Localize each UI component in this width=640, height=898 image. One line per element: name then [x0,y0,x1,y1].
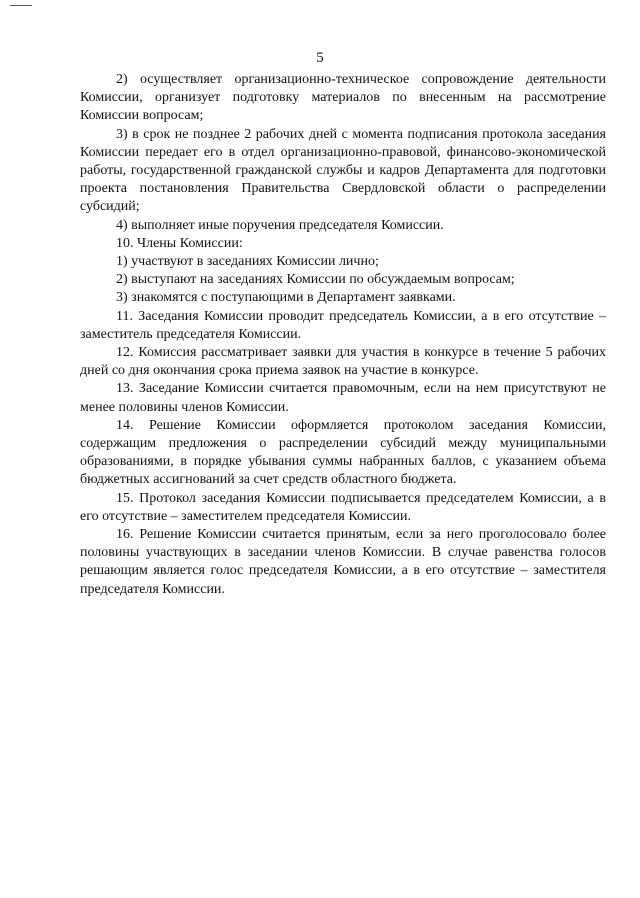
paragraph-section-16: 16. Решение Комиссии считается принятым, если за него проголосовало более половины участвующих в заседании членов Комиссии. В случае равенства голосов решающим является голос председателя Комиссии, а в его отсутствие – заместителя председателя Комиссии. [80,527,606,597]
paragraph-secretary-duty-4: 4) выполняет иные поручения председателя Комиссии. [116,217,444,233]
paragraph-member-duty-1: 1) участвуют в заседаниях Комиссии лично; [116,254,379,270]
paragraph-section-14: 14. Решение Комиссии оформляется протоколом заседания Комиссии, содержащим предложения о распределении субсидий между муниципальными образованиями, в порядке убывания суммы набранных баллов, с указанием объема бюджетных ассигнований за счет средств областного бюджета. [80,417,606,488]
paragraph-section-12: 12. Комиссия рассматривает заявки для участия в конкурсе в течение 5 рабочих дней со дня окончания срока приема заявок на участие в конкурсе. [80,345,606,379]
page-number: 5 [316,50,324,66]
document-body [80,71,606,599]
paragraph-section-15: 15. Протокол заседания Комиссии подписывается председателем Комиссии, а в его отсутствие – заместителем председателя Комиссии. [80,490,606,524]
paragraph-section-10-heading: 10. Члены Комиссии: [116,235,243,251]
paragraph-secretary-duty-2: 2) осуществляет организационно-техническое сопровождение деятельности Комиссии, организует подготовку материалов по внесенным на рассмотрение Комиссии вопросам; [80,72,606,124]
paragraph-section-13: 13. Заседание Комиссии считается правомочным, если на нем присутствуют не менее половины членов Комиссии. [80,381,606,415]
paragraph-secretary-duty-3: 3) в срок не позднее 2 рабочих дней с момента подписания протокола заседания Комиссии передает его в отдел организационно-правовой, финансово-экономической работы, государственной гражданской службы и кадров Департамента для подготовки проекта постановления Правительства Свердловской области о распределении субсидий; [80,126,606,215]
paragraph-member-duty-2: 2) выступают на заседаниях Комиссии по обсуждаемым вопросам; [116,272,515,288]
paragraph-member-duty-3: 3) знакомятся с поступающими в Департамент заявками. [116,290,456,306]
paragraph-section-11: 11. Заседания Комиссии проводит председатель Комиссии, а в его отсутствие – заместитель председателя Комиссии. [80,308,606,342]
scan-corner-mark [10,5,32,6]
